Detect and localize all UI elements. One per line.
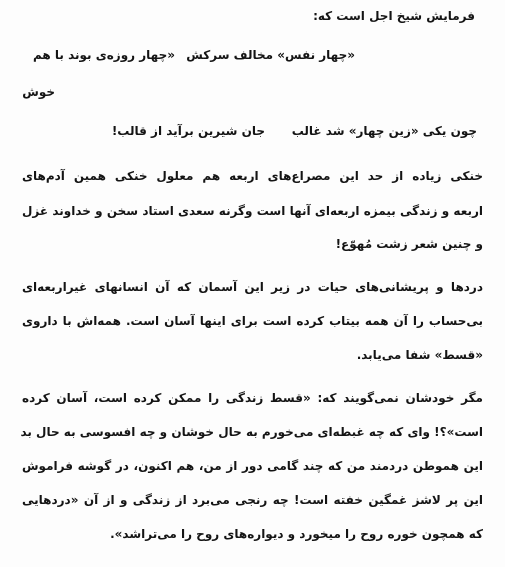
paragraph1-line2: اربعه و زندگی بیمزه اربعه‌ای آنها است وگرنه سعدی استاد سخن و خداوند غزل <box>22 204 483 218</box>
poem-verse1-tail: خوش <box>22 85 55 99</box>
poem-verse2-hemistich2: جان شیرین برآید از قالب! <box>111 124 265 138</box>
paragraph3-line3: این هموطن دردمند من که چند گامی دور از من، هم اکنون، در گوشه فراموش <box>22 459 483 473</box>
poem-verse1-hemistich1: «چهار نفس» مخالف سرکش <box>186 48 355 62</box>
paragraph3-line1: مگر خودشان نمی‌گویند که: «قسط زندگی را ممکن کرده است، آسان کرده <box>22 391 483 405</box>
paragraph2-line3: «قسط» شفا می‌یابد. <box>356 348 483 362</box>
paragraph3-line5: که همچون خوره روح را میخورد و دیواره‌های روح را می‌تراشد». <box>110 527 483 541</box>
poem-verse1-hemistich2: «چهار روزه‌ی بوند با هم <box>32 48 175 62</box>
page-heading: فرمایش شیخ اجل است که: <box>313 9 475 23</box>
paragraph3-line2: است»؟! وای که چه غبطه‌ای می‌خورم به حال خوشان و چه افسوسی به حال بد <box>20 425 483 439</box>
paragraph2-line1: دردها و پریشانی‌های حیات در زیر این آسمان که آن انسانهای غیراربعه‌ای <box>22 280 483 294</box>
paragraph2-line2: بی‌حساب را آن همه بیتاب کرده است برای اینها آسان است. همه‌اش با داروی <box>22 314 483 328</box>
paragraph3-line4: این پر لاشز غمگین خفته است! چه رنجی می‌برد از زندگی و از آن «دردهایی <box>22 493 483 507</box>
paragraph1-line3: و چنین شعر زشت مُهوّع! <box>335 237 483 251</box>
poem-verse2-hemistich1: چون یکی «زین چهار» شد غالب <box>291 124 477 138</box>
paragraph1-line1: خنکی زیاده از حد این مصراع‌های اربعه هم معلول خنکی همین آدم‌های <box>22 169 483 183</box>
